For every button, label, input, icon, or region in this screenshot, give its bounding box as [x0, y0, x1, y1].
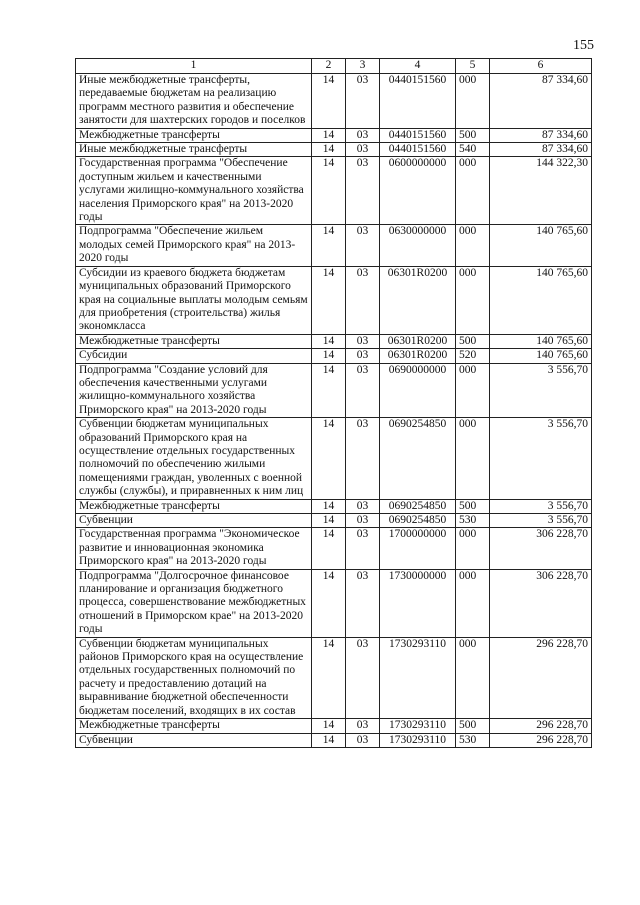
- row-subsection: 03: [346, 637, 380, 718]
- row-amount: 306 228,70: [490, 528, 592, 569]
- row-expense-type: 000: [456, 225, 490, 266]
- row-amount: 87 334,60: [490, 143, 592, 157]
- table-row: [76, 637, 592, 718]
- row-target-code: 06301R0200: [380, 266, 456, 334]
- row-expense-type: 530: [456, 514, 490, 528]
- row-expense-type: 000: [456, 569, 490, 637]
- row-name: Субсидии: [76, 349, 312, 363]
- table-row: [76, 499, 592, 513]
- budget-table: [75, 58, 592, 748]
- row-subsection: 03: [346, 569, 380, 637]
- row-amount: 3 556,70: [490, 363, 592, 418]
- row-subsection: 03: [346, 334, 380, 348]
- row-target-code: 0690254850: [380, 418, 456, 499]
- row-section: 14: [312, 733, 346, 747]
- table-row: [76, 143, 592, 157]
- header-col-6: 6: [490, 59, 592, 74]
- row-section: 14: [312, 349, 346, 363]
- row-amount: 296 228,70: [490, 733, 592, 747]
- row-subsection: 03: [346, 363, 380, 418]
- row-section: 14: [312, 363, 346, 418]
- row-target-code: 1730293110: [380, 733, 456, 747]
- row-name: Межбюджетные трансферты: [76, 334, 312, 348]
- row-amount: 140 765,60: [490, 349, 592, 363]
- row-target-code: 06301R0200: [380, 334, 456, 348]
- row-target-code: 0690254850: [380, 514, 456, 528]
- row-expense-type: 000: [456, 528, 490, 569]
- table-row: [76, 363, 592, 418]
- row-section: 14: [312, 225, 346, 266]
- table-header-row: [76, 59, 592, 74]
- row-expense-type: 000: [456, 157, 490, 225]
- row-expense-type: 500: [456, 499, 490, 513]
- row-name: Субвенции бюджетам муниципальных районов Приморского края на осуществление отдельных государственных полномочий по расчету и предоставлению дотаций на выравнивание бюджетной обеспеченности бюджетам поселений, входящих в их состав: [76, 637, 312, 718]
- row-name: Субвенции: [76, 733, 312, 747]
- row-expense-type: 500: [456, 128, 490, 142]
- row-target-code: 0440151560: [380, 74, 456, 129]
- row-section: 14: [312, 74, 346, 129]
- table-row: [76, 418, 592, 499]
- row-target-code: 0690000000: [380, 363, 456, 418]
- row-expense-type: 000: [456, 637, 490, 718]
- row-amount: 296 228,70: [490, 637, 592, 718]
- table-row: [76, 128, 592, 142]
- row-subsection: 03: [346, 499, 380, 513]
- table-row: [76, 569, 592, 637]
- row-amount: 140 765,60: [490, 225, 592, 266]
- row-expense-type: 000: [456, 363, 490, 418]
- row-subsection: 03: [346, 157, 380, 225]
- row-name: Подпрограмма "Обеспечение жильем молодых семей Приморского края" на 2013-2020 годы: [76, 225, 312, 266]
- row-subsection: 03: [346, 349, 380, 363]
- row-section: 14: [312, 334, 346, 348]
- table-row: [76, 349, 592, 363]
- row-expense-type: 520: [456, 349, 490, 363]
- row-target-code: 06301R0200: [380, 349, 456, 363]
- row-section: 14: [312, 128, 346, 142]
- row-subsection: 03: [346, 514, 380, 528]
- header-col-4: 4: [380, 59, 456, 74]
- row-name: Межбюджетные трансферты: [76, 719, 312, 733]
- row-target-code: 0600000000: [380, 157, 456, 225]
- row-name: Государственная программа "Экономическое развитие и инновационная экономика Приморского края" на 2013-2020 годы: [76, 528, 312, 569]
- table-row: [76, 334, 592, 348]
- row-subsection: 03: [346, 225, 380, 266]
- row-section: 14: [312, 157, 346, 225]
- row-expense-type: 000: [456, 266, 490, 334]
- row-subsection: 03: [346, 143, 380, 157]
- row-name: Иные межбюджетные трансферты: [76, 143, 312, 157]
- row-target-code: 0440151560: [380, 128, 456, 142]
- row-section: 14: [312, 266, 346, 334]
- row-amount: 3 556,70: [490, 514, 592, 528]
- row-amount: 296 228,70: [490, 719, 592, 733]
- row-section: 14: [312, 514, 346, 528]
- row-target-code: 0690254850: [380, 499, 456, 513]
- table-row: [76, 74, 592, 129]
- row-target-code: 1730000000: [380, 569, 456, 637]
- row-amount: 140 765,60: [490, 334, 592, 348]
- row-expense-type: 000: [456, 418, 490, 499]
- row-subsection: 03: [346, 719, 380, 733]
- row-amount: 87 334,60: [490, 74, 592, 129]
- row-subsection: 03: [346, 418, 380, 499]
- row-name: Субсидии из краевого бюджета бюджетам муниципальных образований Приморского края на социальные выплаты молодым семьям для приобретения (строительства) жилья экономкласса: [76, 266, 312, 334]
- row-name: Подпрограмма "Создание условий для обеспечения качественными услугами жилищно-коммунального хозяйства Приморского края" на 2013-2020 годы: [76, 363, 312, 418]
- row-section: 14: [312, 499, 346, 513]
- header-col-1: 1: [76, 59, 312, 74]
- row-amount: 306 228,70: [490, 569, 592, 637]
- row-name: Субвенции бюджетам муниципальных образований Приморского края на осуществление отдельных государственных полномочий по обеспечению жилыми помещениями граждан, уволенных с военной службы (службы), и приравненных к ним лиц: [76, 418, 312, 499]
- row-target-code: 0630000000: [380, 225, 456, 266]
- row-name: Межбюджетные трансферты: [76, 128, 312, 142]
- table-row: [76, 225, 592, 266]
- row-section: 14: [312, 719, 346, 733]
- table-row: [76, 528, 592, 569]
- row-expense-type: 000: [456, 74, 490, 129]
- row-amount: 87 334,60: [490, 128, 592, 142]
- table-row: [76, 719, 592, 733]
- row-subsection: 03: [346, 128, 380, 142]
- table-row: [76, 514, 592, 528]
- table-row: [76, 157, 592, 225]
- row-section: 14: [312, 569, 346, 637]
- row-target-code: 1700000000: [380, 528, 456, 569]
- row-subsection: 03: [346, 528, 380, 569]
- row-subsection: 03: [346, 74, 380, 129]
- header-col-5: 5: [456, 59, 490, 74]
- row-name: Иные межбюджетные трансферты, передаваемые бюджетам на реализацию программ местного развития и обеспечение занятости для шахтерских городов и поселков: [76, 74, 312, 129]
- row-target-code: 1730293110: [380, 719, 456, 733]
- row-target-code: 1730293110: [380, 637, 456, 718]
- table-row: [76, 266, 592, 334]
- row-section: 14: [312, 143, 346, 157]
- row-subsection: 03: [346, 733, 380, 747]
- row-expense-type: 530: [456, 733, 490, 747]
- row-target-code: 0440151560: [380, 143, 456, 157]
- row-expense-type: 500: [456, 334, 490, 348]
- row-name: Подпрограмма "Долгосрочное финансовое планирование и организация бюджетного процесса, совершенствование межбюджетных отношений в Приморском крае" на 2013-2020 годы: [76, 569, 312, 637]
- table-row: [76, 733, 592, 747]
- row-section: 14: [312, 528, 346, 569]
- table-body: [76, 74, 592, 748]
- page-number: 155: [573, 38, 594, 53]
- row-name: Государственная программа "Обеспечение доступным жильем и качественными услугами жилищно-коммунального хозяйства населения Приморского края" на 2013-2020 годы: [76, 157, 312, 225]
- header-col-3: 3: [346, 59, 380, 74]
- row-subsection: 03: [346, 266, 380, 334]
- row-name: Межбюджетные трансферты: [76, 499, 312, 513]
- row-section: 14: [312, 637, 346, 718]
- header-col-2: 2: [312, 59, 346, 74]
- row-section: 14: [312, 418, 346, 499]
- row-amount: 140 765,60: [490, 266, 592, 334]
- row-expense-type: 540: [456, 143, 490, 157]
- row-amount: 3 556,70: [490, 499, 592, 513]
- row-amount: 144 322,30: [490, 157, 592, 225]
- row-name: Субвенции: [76, 514, 312, 528]
- row-expense-type: 500: [456, 719, 490, 733]
- row-amount: 3 556,70: [490, 418, 592, 499]
